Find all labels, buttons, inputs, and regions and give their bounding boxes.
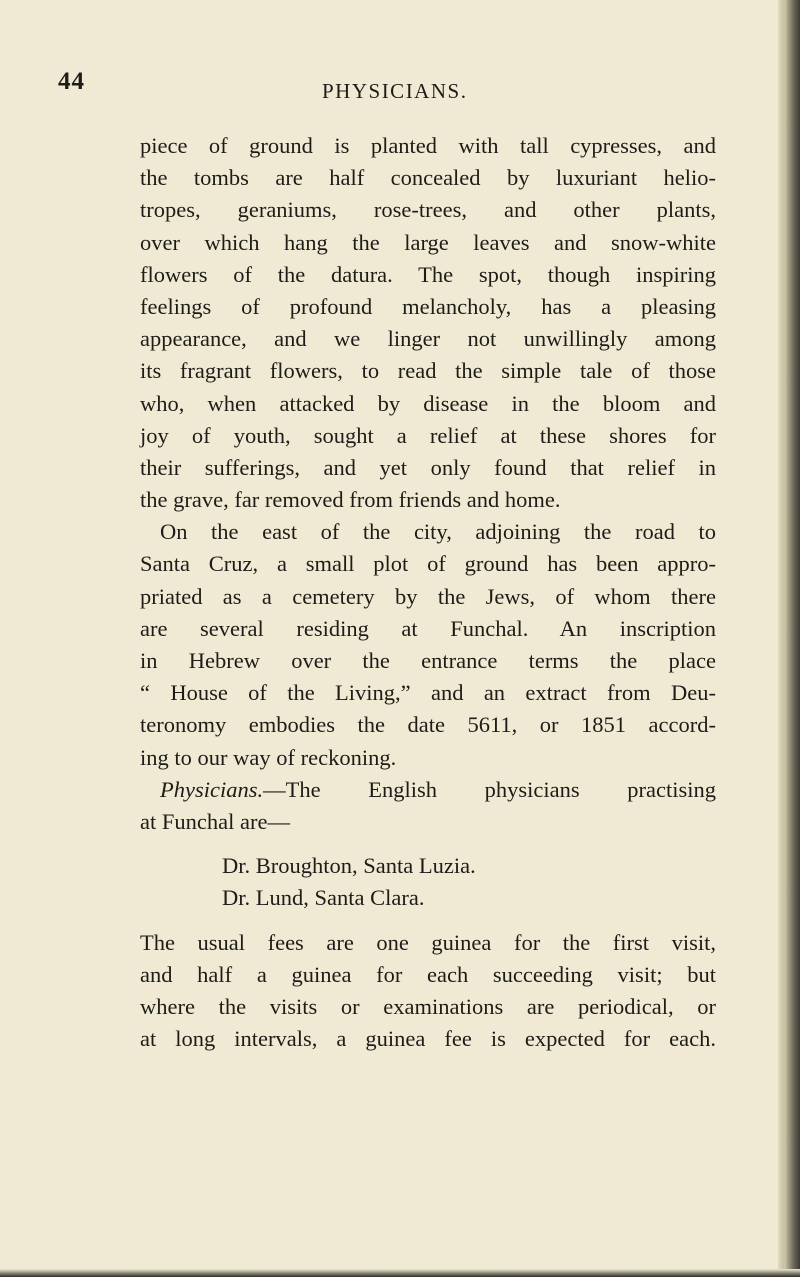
text-line: the tombs are half concealed by luxuriant helio- bbox=[140, 165, 716, 191]
text-line: at Funchal are— bbox=[140, 808, 290, 834]
body-text bbox=[140, 130, 716, 1055]
text-line: tropes, geraniums, rose-trees, and other plants, bbox=[140, 197, 716, 223]
text-line: their sufferings, and yet only found that relief in bbox=[140, 454, 716, 480]
text-line bbox=[140, 774, 716, 806]
text-line: On the east of the city, adjoining the road to bbox=[160, 519, 716, 545]
physician-entry: Dr. Lund, Santa Clara. bbox=[222, 885, 425, 911]
text-line: its fragrant flowers, to read the simple tale of those bbox=[140, 358, 716, 384]
physician-entry: Dr. Broughton, Santa Luzia. bbox=[222, 853, 476, 879]
page-number: 44 bbox=[58, 68, 85, 95]
text-line: are several residing at Funchal. An inscription bbox=[140, 615, 716, 641]
page-bottom-edge bbox=[0, 1269, 800, 1277]
text-line: the grave, far removed from friends and home. bbox=[140, 487, 561, 513]
section-heading: Physicians. bbox=[160, 776, 264, 802]
text-line: “ House of the Living,” and an extract from Deu- bbox=[140, 680, 716, 706]
text-line: appearance, and we linger not unwillingly among bbox=[140, 326, 716, 352]
heading-continuation: —The English physicians practising bbox=[263, 776, 716, 802]
spacer bbox=[140, 915, 716, 927]
text-line: ing to our way of reckoning. bbox=[140, 744, 397, 770]
text-line: and half a guinea for each succeeding visit; but bbox=[140, 961, 716, 987]
text-line: joy of youth, sought a relief at these shores for bbox=[140, 422, 716, 448]
text-line: who, when attacked by disease in the bloom and bbox=[140, 390, 716, 416]
text-line: feelings of profound melancholy, has a pleasing bbox=[140, 293, 716, 319]
running-head: PHYSICIANS. bbox=[322, 79, 468, 103]
spacer bbox=[140, 838, 716, 850]
text-line: flowers of the datura. The spot, though inspiring bbox=[140, 261, 716, 287]
text-line: where the visits or examinations are periodical, or bbox=[140, 993, 716, 1019]
text-line: at long intervals, a guinea fee is expected for each. bbox=[140, 1026, 716, 1052]
text-line: teronomy embodies the date 5611, or 1851 accord- bbox=[140, 712, 716, 738]
text-line: over which hang the large leaves and snow-white bbox=[140, 229, 716, 255]
text-line: in Hebrew over the entrance terms the place bbox=[140, 648, 716, 673]
page-edge-shadow bbox=[778, 0, 800, 1277]
text-line: piece of ground is planted with tall cypresses, and bbox=[140, 133, 716, 158]
text-line: The usual fees are one guinea for the first visit, bbox=[140, 929, 716, 955]
text-line: Santa Cruz, a small plot of ground has been appro- bbox=[140, 551, 716, 577]
text-line: priated as a cemetery by the Jews, of whom there bbox=[140, 583, 716, 609]
